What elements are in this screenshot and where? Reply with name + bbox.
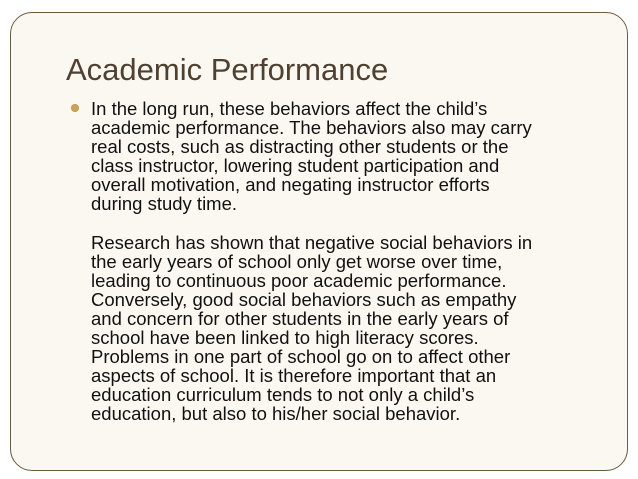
slide-title: Academic Performance: [66, 52, 389, 87]
bullet-item: [70, 99, 610, 423]
paragraph-behaviors: In the long run, these behaviors affect the child’s academic performance. The behaviors also may carry real costs, such as distracting other students or the class instructor, lowering student participation and overall motivation, and negating instructor efforts during study time.: [91, 98, 532, 214]
slide-content: [70, 99, 610, 423]
circle-bullet-icon: [71, 104, 79, 112]
paragraph-research: Research has shown that negative social behaviors in the early years of school only get worse over time, leading to continuous poor academic performance. Conversely, good social behaviors such as empathy and concern for other students in the early years of school have been linked to high literacy scores. Problems in one part of school go on to affect other aspects of school. It is therefore important that an education curriculum tends to not only a child’s education, but also to his/her social behavior.: [91, 232, 533, 424]
